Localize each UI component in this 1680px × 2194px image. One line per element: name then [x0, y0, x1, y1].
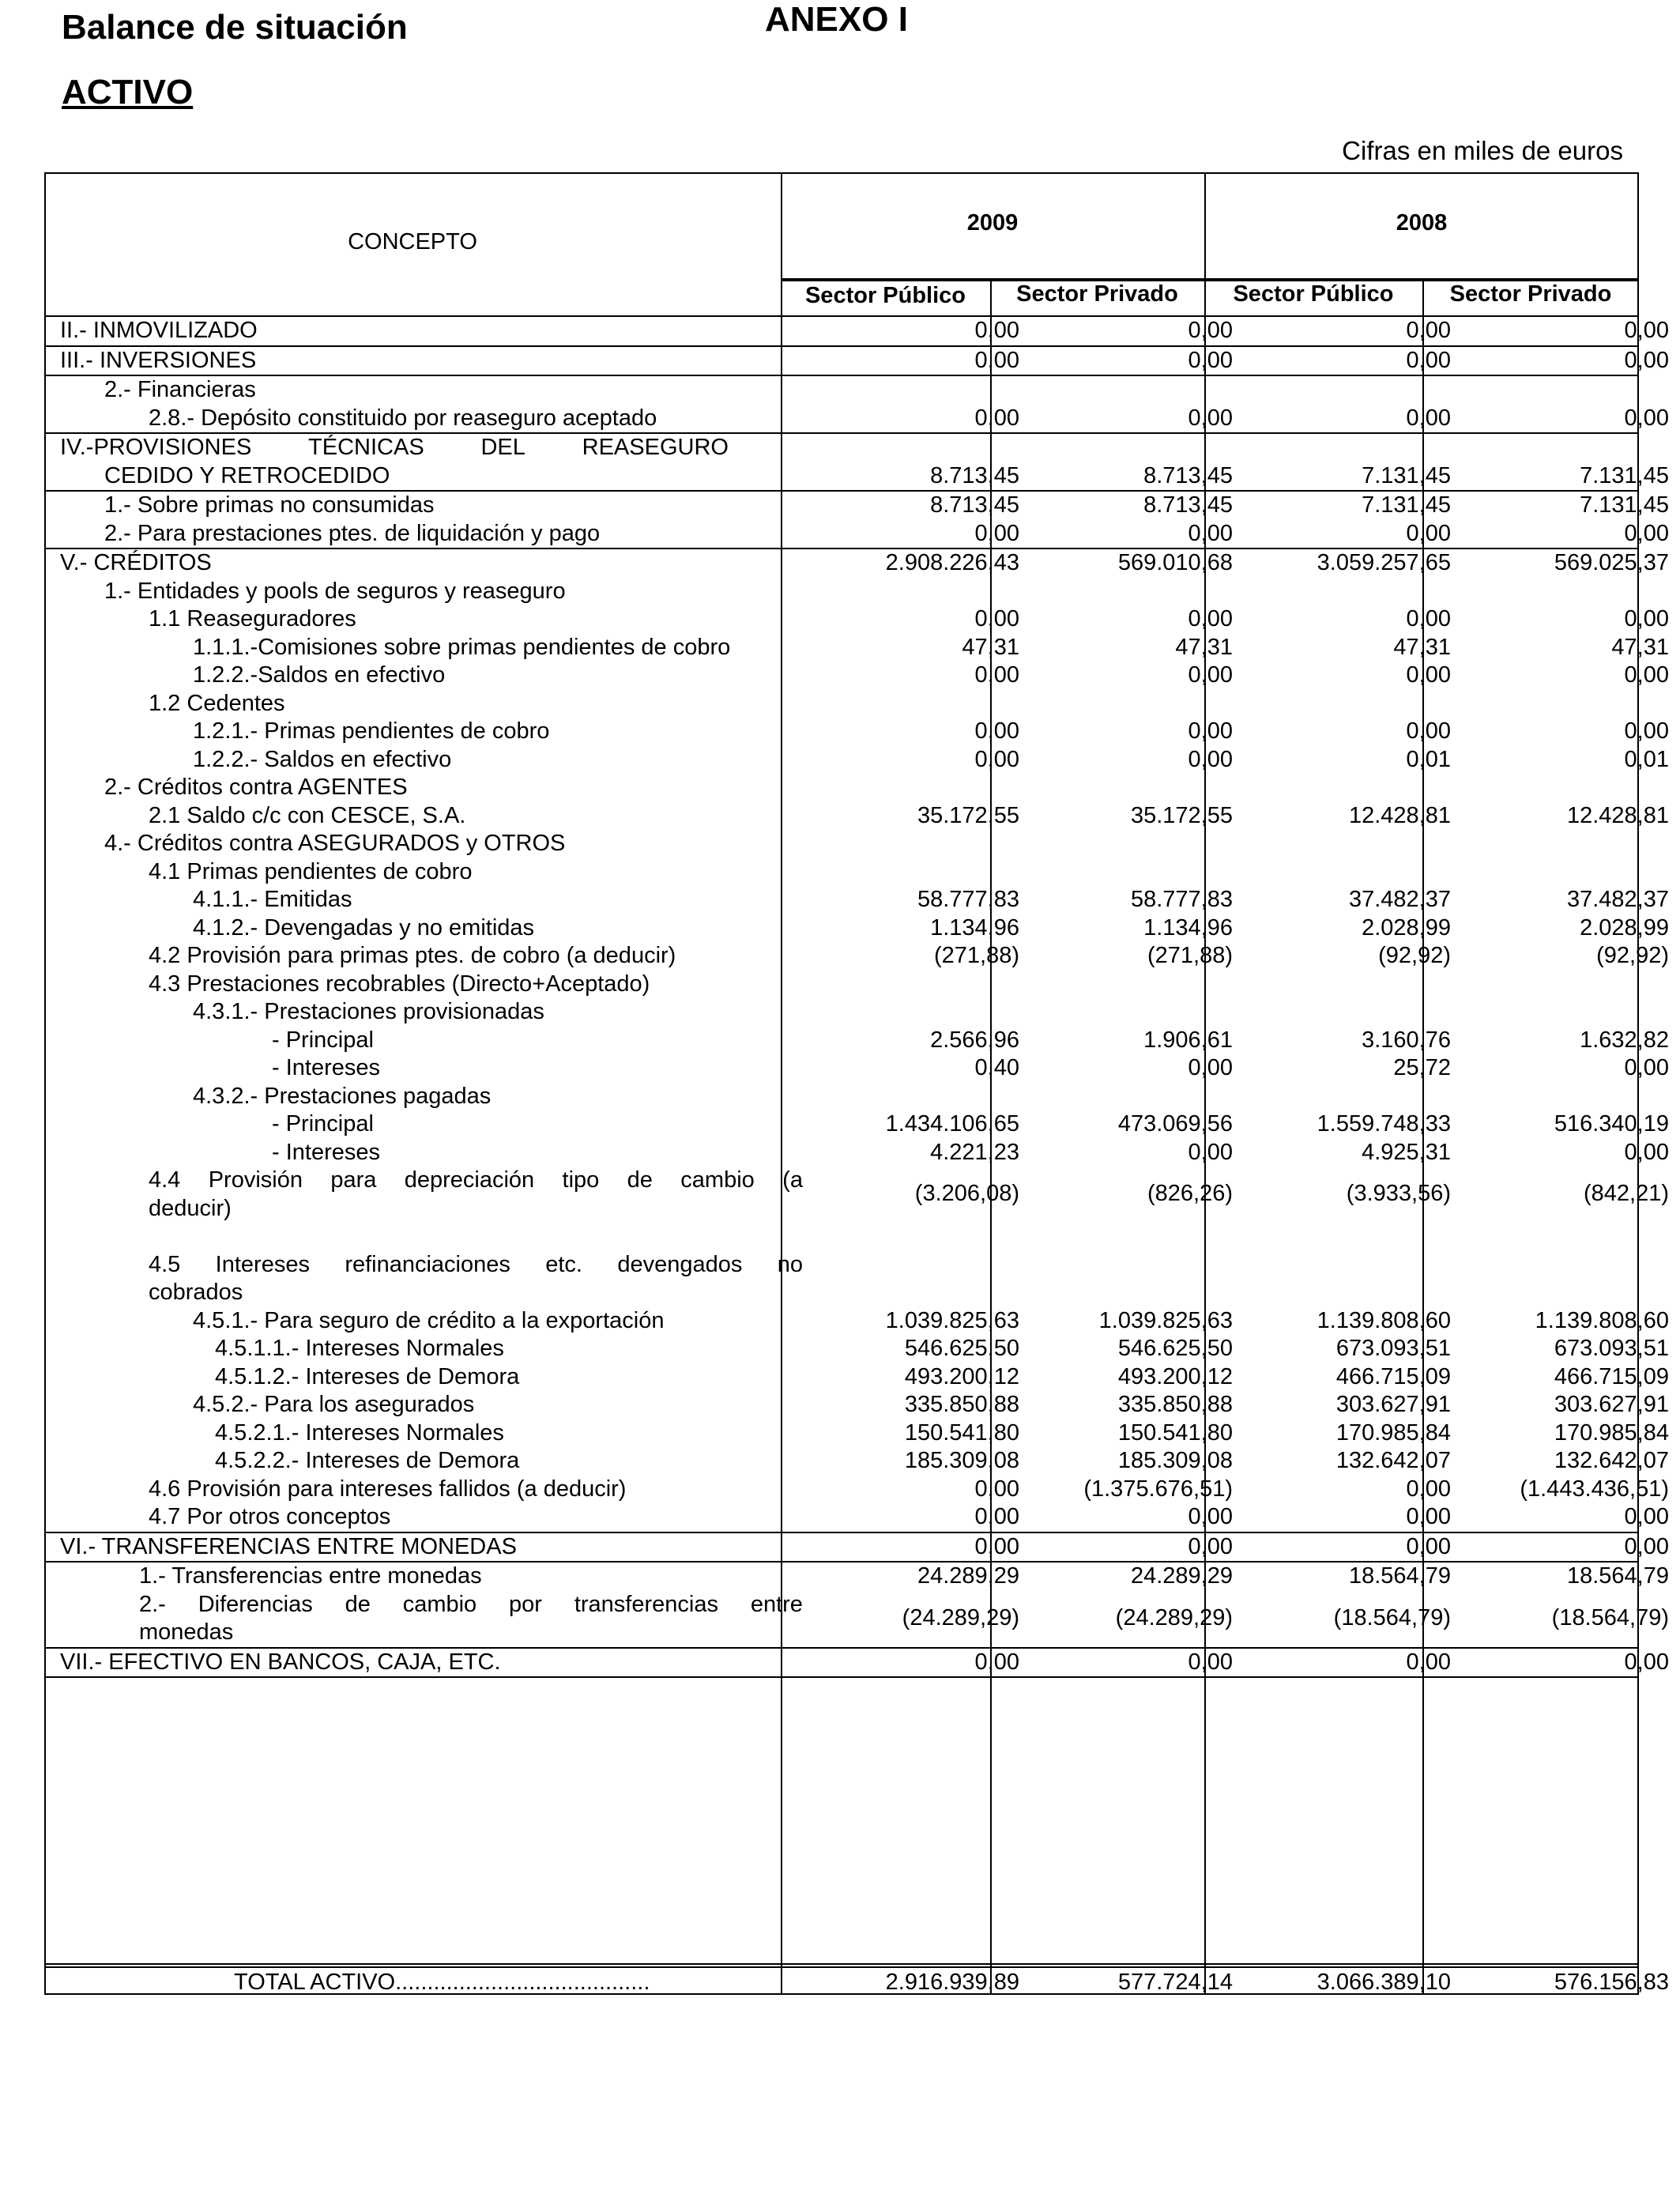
cell-value: 132.642,07 [1554, 1448, 1669, 1473]
table-row [44, 1391, 1669, 1419]
cell-value: 569.010,68 [1117, 550, 1233, 575]
table-row [44, 1476, 1669, 1504]
cell-value: (18.564,79) [1551, 1604, 1669, 1630]
cell-value: 0,00 [974, 1649, 1019, 1675]
cell-value: (271,88) [933, 943, 1019, 968]
table-row [44, 492, 1669, 520]
cell-value: 303.627,91 [1554, 1392, 1669, 1417]
cell-value: 170.985,84 [1554, 1419, 1669, 1446]
row-label: 1.- Transferencias entre monedas [139, 1563, 482, 1589]
cell-value: (24.289,29) [1115, 1604, 1233, 1630]
cell-value: 0,00 [974, 718, 1019, 744]
row-label-line: 2.- Diferencias de cambio por transferencias entre [139, 1591, 803, 1617]
row-label: VII.- EFECTIVO EN BANCOS, CAJA, ETC. [60, 1649, 501, 1675]
cell-value: (826,26) [1147, 1181, 1233, 1206]
cell-value: 0,00 [1406, 718, 1451, 744]
cell-value: 3.059.257,65 [1317, 550, 1451, 575]
row-label: 4.7 Por otros conceptos [149, 1504, 391, 1529]
table-row [44, 1167, 1669, 1223]
cell-value: (24.289,29) [902, 1604, 1019, 1630]
cell-value: 2.566,96 [930, 1027, 1019, 1053]
row-label: 4.6 Provisión para intereses fallidos (a deducir) [149, 1476, 627, 1502]
row-label-line: 4.4 Provisión para depreciación tipo de cambio (a [149, 1167, 803, 1193]
total-label: TOTAL ACTIVO........................................ [234, 1970, 650, 1995]
cell-value: 0,00 [974, 1476, 1019, 1502]
cell-value: 1.632,82 [1580, 1027, 1669, 1053]
table-row [44, 1054, 1669, 1083]
cell-value: 8.713,45 [1143, 492, 1233, 518]
row-label: 4.5.2.- Para los asegurados [193, 1392, 475, 1417]
row-label-line: cobrados [149, 1280, 243, 1305]
cell-value: 1.134,96 [1143, 914, 1233, 941]
row-label: 4.1 Primas pendientes de cobro [149, 858, 473, 884]
row-label: III.- INVERSIONES [60, 347, 257, 373]
table-row [44, 858, 1639, 887]
cell-value: 0,00 [1188, 1533, 1233, 1559]
total-value: 3.066.389,10 [1317, 1970, 1451, 1995]
table-row [44, 1591, 1669, 1647]
cell-value: 0,00 [974, 347, 1019, 373]
cell-value: 0,00 [974, 318, 1019, 343]
row-label: V.- CRÉDITOS [60, 550, 212, 575]
cell-value: 18.564,79 [1348, 1563, 1451, 1589]
cell-value: 466.715,09 [1554, 1363, 1669, 1389]
cell-value: 0,00 [1188, 662, 1233, 688]
cell-value: 516.340,19 [1554, 1111, 1669, 1137]
cell-value: 335.850,88 [1117, 1392, 1233, 1417]
subheader-private-2009: Sector Privado [1016, 281, 1178, 307]
cell-value: 58.777,83 [1130, 887, 1233, 912]
cell-value: (271,88) [1147, 943, 1233, 968]
cell-value: 493.200,12 [904, 1363, 1019, 1389]
table-row [44, 802, 1669, 831]
cell-value: 2.028,99 [1362, 914, 1451, 941]
cell-value: 25,72 [1393, 1055, 1451, 1080]
cell-value: 546.625,50 [904, 1336, 1019, 1361]
cell-value: 1.559.748,33 [1317, 1111, 1451, 1137]
cell-value: 0,00 [1188, 1649, 1233, 1675]
row-label [139, 1591, 803, 1647]
table-row [44, 605, 1669, 634]
cell-value: 0,01 [1624, 746, 1669, 772]
table-row [44, 347, 1669, 375]
cell-value: 0,00 [1406, 1533, 1451, 1559]
cell-value: 12.428,81 [1566, 802, 1669, 828]
cell-value: 673.093,51 [1554, 1336, 1669, 1361]
cell-value: 4.221,23 [930, 1139, 1019, 1165]
row-label: 1.1 Reaseguradores [149, 606, 356, 631]
cell-value: 0,00 [1624, 662, 1669, 688]
table-row [44, 1503, 1669, 1532]
cell-value: 0,00 [1406, 1649, 1451, 1675]
table-row [44, 317, 1669, 345]
table-row [44, 971, 1639, 999]
cell-value: 569.025,37 [1554, 550, 1669, 575]
cell-value: 0,00 [1624, 718, 1669, 744]
cell-value: 185.309,08 [1117, 1448, 1233, 1473]
cell-value: 0,00 [1624, 1649, 1669, 1675]
cell-value: 7.131,45 [1362, 492, 1451, 518]
row-label: 4.1.1.- Emitidas [193, 887, 352, 912]
annex-label: ANEXO I [765, 0, 908, 39]
total-value: 2.916.939,89 [885, 1970, 1019, 1995]
cell-value: 0,00 [1406, 1476, 1451, 1502]
cell-value: 0,00 [1188, 405, 1233, 431]
cell-value: (3.206,08) [914, 1181, 1019, 1206]
row-label: 1.2 Cedentes [149, 690, 285, 716]
cell-value: 4.925,31 [1362, 1139, 1451, 1165]
row-label: II.- INMOVILIZADO [60, 318, 258, 343]
row-label: 4.5.1.2.- Intereses de Demora [215, 1363, 520, 1389]
cell-value: 0,00 [1188, 746, 1233, 772]
row-label: IV.-PROVISIONES TÉCNICAS DEL REASEGURO [60, 435, 729, 460]
table-row [44, 662, 1669, 690]
row-label: 2.1 Saldo c/c con CESCE, S.A. [149, 802, 466, 828]
cell-value: 1.139.808,60 [1317, 1307, 1451, 1333]
row-label: 1.2.2.- Saldos en efectivo [193, 746, 452, 772]
cell-value: 7.131,45 [1580, 462, 1669, 488]
cell-value: 0,00 [1188, 1504, 1233, 1529]
table-row [44, 942, 1669, 971]
cell-value: 0,00 [974, 405, 1019, 431]
cell-value: 18.564,79 [1566, 1563, 1669, 1589]
table-row [44, 998, 1639, 1027]
cell-value: 1.434.106,65 [885, 1111, 1019, 1137]
table-row [44, 520, 1669, 548]
table-row [44, 634, 1669, 662]
year-2008-header: 2008 [1396, 210, 1448, 236]
cell-value: 0,00 [1188, 318, 1233, 343]
cell-value: (92,92) [1378, 943, 1451, 968]
cell-value: 35.172,55 [1130, 802, 1233, 828]
row-label: 1.2.1.- Primas pendientes de cobro [193, 718, 550, 744]
cell-value: 303.627,91 [1335, 1392, 1451, 1417]
row-label: 4.- Créditos contra ASEGURADOS y OTROS [104, 831, 566, 856]
row-label: 1.2.2.-Saldos en efectivo [193, 662, 446, 688]
total-row [44, 1968, 1669, 1996]
cell-value: 493.200,12 [1117, 1363, 1233, 1389]
cell-value: 8.713,45 [1143, 462, 1233, 488]
total-value: 576.156,83 [1554, 1970, 1669, 1995]
cell-value: 24.289,29 [1130, 1563, 1233, 1589]
table-row [44, 549, 1669, 578]
table-row [44, 462, 1669, 491]
cell-value: 0,00 [1406, 318, 1451, 343]
cell-value: 0,00 [974, 606, 1019, 631]
cell-value: 335.850,88 [904, 1392, 1019, 1417]
table-row [44, 434, 1639, 462]
row-label [149, 1167, 803, 1223]
table-row [44, 1447, 1669, 1476]
cell-value: (1.443.436,51) [1520, 1476, 1669, 1502]
row-label: 2.8.- Depósito constituido por reaseguro aceptado [149, 405, 657, 431]
cell-value: 0,00 [974, 1504, 1019, 1529]
row-label: 1.- Entidades y pools de seguros y reaseguro [104, 578, 566, 604]
cell-value: (1.375.676,51) [1083, 1476, 1233, 1502]
table-row [44, 830, 1639, 858]
table-row [44, 1110, 1669, 1139]
cell-value: 0,00 [974, 662, 1019, 688]
cell-value: 7.131,45 [1362, 462, 1451, 488]
concept-header: CONCEPTO [348, 229, 477, 254]
row-label: 4.5.1.1.- Intereses Normales [215, 1336, 504, 1361]
cell-value: (3.933,56) [1346, 1181, 1451, 1206]
cell-value: 0,00 [1406, 606, 1451, 631]
cell-value: 673.093,51 [1335, 1336, 1451, 1361]
row-label-line: monedas [139, 1619, 234, 1645]
table-row [44, 1563, 1669, 1591]
row-label: 4.3.1.- Prestaciones provisionadas [193, 999, 544, 1024]
cell-value: 132.642,07 [1335, 1448, 1451, 1473]
cell-value: 0,00 [1624, 318, 1669, 343]
subheader-public-2009: Sector Público [804, 283, 966, 308]
table-row [44, 774, 1639, 802]
row-label: - Principal [272, 1111, 374, 1137]
table-row [44, 746, 1669, 775]
cell-value: 47,31 [962, 634, 1019, 660]
cell-value: 0,00 [1624, 520, 1669, 546]
cell-value: (18.564,79) [1333, 1604, 1451, 1630]
cell-value: 546.625,50 [1117, 1336, 1233, 1361]
row-label-line: 4.5 Intereses refinanciaciones etc. devengados no [149, 1251, 803, 1277]
cell-value: 150.541,80 [1117, 1419, 1233, 1446]
year-2009-header: 2009 [966, 210, 1019, 236]
row-label: 2.- Para prestaciones ptes. de liquidación y pago [104, 520, 601, 546]
cell-value: 0,00 [1406, 520, 1451, 546]
row-label: 4.5.2.2.- Intereses de Demora [215, 1448, 520, 1473]
cell-value: 2.908.226,43 [885, 550, 1019, 575]
cell-value: 47,31 [1175, 634, 1233, 660]
table-row [44, 1251, 1639, 1307]
cell-value: 2.028,99 [1580, 914, 1669, 941]
cell-value: 0,00 [1406, 662, 1451, 688]
cell-value: 58.777,83 [917, 887, 1019, 912]
row-label [149, 1251, 803, 1307]
row-label: 1.1.1.-Comisiones sobre primas pendientes de cobro [193, 634, 731, 660]
cell-value: 0,00 [974, 746, 1019, 772]
cell-value: 0,00 [1624, 1504, 1669, 1529]
table-row [44, 1223, 1639, 1251]
cell-value: 8.713,45 [930, 492, 1019, 518]
cell-value: 0,00 [1406, 347, 1451, 373]
cell-value: (842,21) [1583, 1181, 1669, 1206]
cell-value: 12.428,81 [1348, 802, 1451, 828]
subheader-public-2008: Sector Público [1233, 281, 1394, 307]
table-row [44, 718, 1669, 746]
cell-value: 1.139.808,60 [1535, 1307, 1669, 1333]
row-label: 4.1.2.- Devengadas y no emitidas [193, 914, 535, 941]
cell-value: 0,00 [1188, 1139, 1233, 1165]
cell-value: 3.160,76 [1362, 1027, 1451, 1053]
row-label: VI.- TRANSFERENCIAS ENTRE MONEDAS [60, 1533, 517, 1559]
cell-value: 0,00 [1406, 405, 1451, 431]
table-row [44, 1027, 1669, 1055]
table-row [44, 1307, 1669, 1336]
cell-value: 0,00 [1624, 1055, 1669, 1080]
cell-value: 0,00 [1188, 718, 1233, 744]
cell-value: 0,00 [1188, 347, 1233, 373]
cell-value: 1.906,61 [1143, 1027, 1233, 1053]
table-row [44, 405, 1669, 433]
cell-value: 24.289,29 [917, 1563, 1019, 1589]
cell-value: 0,00 [1624, 1533, 1669, 1559]
cell-value: 47,31 [1611, 634, 1669, 660]
cell-value: 0,00 [1624, 347, 1669, 373]
table-row [44, 1139, 1669, 1167]
row-label: - Principal [272, 1027, 374, 1053]
cell-value: 0,00 [974, 520, 1019, 546]
row-label: 1.- Sobre primas no consumidas [104, 492, 435, 518]
total-top-line [44, 1963, 1639, 1965]
cell-value: (92,92) [1596, 943, 1669, 968]
cell-value: 150.541,80 [904, 1419, 1019, 1446]
cell-value: 185.309,08 [904, 1448, 1019, 1473]
cell-value: 37.482,37 [1566, 887, 1669, 912]
cell-value: 0,00 [1188, 520, 1233, 546]
cell-value: 473.069,56 [1117, 1111, 1233, 1137]
table-row [44, 914, 1669, 943]
row-separator [44, 1676, 1639, 1678]
subheader-private-2008: Sector Privado [1449, 281, 1612, 307]
table-row [44, 1649, 1669, 1677]
table-row [44, 690, 1639, 718]
row-label: 4.3 Prestaciones recobrables (Directo+Aceptado) [149, 971, 650, 997]
row-label-line: deducir) [149, 1195, 232, 1221]
cell-value: 0,00 [1188, 1055, 1233, 1080]
units-note: Cifras en miles de euros [1342, 136, 1623, 165]
cell-value: 1.039.825,63 [1098, 1307, 1233, 1333]
cell-value: 170.985,84 [1335, 1419, 1451, 1446]
cell-value: 0,00 [1624, 606, 1669, 631]
cell-value: 47,31 [1393, 634, 1451, 660]
cell-value: 8.713,45 [930, 462, 1019, 488]
table-row [44, 1419, 1669, 1448]
table-row [44, 1533, 1669, 1562]
cell-value: 0,00 [974, 1533, 1019, 1559]
row-label: CEDIDO Y RETROCEDIDO [104, 462, 390, 488]
table-row [44, 886, 1669, 914]
row-label: 2.- Financieras [104, 377, 256, 402]
cell-value: 1.039.825,63 [885, 1307, 1019, 1333]
table-row [44, 578, 1639, 606]
cell-value: 0,01 [1406, 746, 1451, 772]
cell-value: 466.715,09 [1335, 1363, 1451, 1389]
row-label: 4.2 Provisión para primas ptes. de cobro (a deducir) [149, 943, 676, 968]
cell-value: 0,00 [1624, 405, 1669, 431]
section-heading: ACTIVO [62, 73, 194, 111]
cell-value: 0,00 [1624, 1139, 1669, 1165]
row-label: 4.3.2.- Prestaciones pagadas [193, 1083, 492, 1109]
cell-value: 37.482,37 [1348, 887, 1451, 912]
document-title: Balance de situación [62, 8, 408, 47]
cell-value: 0,40 [974, 1055, 1019, 1080]
table-row [44, 376, 1639, 405]
row-label: 4.5.2.1.- Intereses Normales [215, 1419, 504, 1446]
table-row [44, 1083, 1639, 1111]
row-label: 4.5.1.- Para seguro de crédito a la exportación [193, 1307, 665, 1333]
cell-value: 7.131,45 [1580, 492, 1669, 518]
cell-value: 1.134,96 [930, 914, 1019, 941]
row-label: - Intereses [272, 1139, 380, 1165]
table-row [44, 1363, 1669, 1392]
row-label: - Intereses [272, 1055, 380, 1080]
cell-value: 35.172,55 [917, 802, 1019, 828]
cell-value: 0,00 [1406, 1504, 1451, 1529]
row-label: 2.- Créditos contra AGENTES [104, 775, 408, 800]
table-row [44, 1335, 1669, 1363]
cell-value: 0,00 [1188, 606, 1233, 631]
total-value: 577.724,14 [1117, 1970, 1233, 1995]
